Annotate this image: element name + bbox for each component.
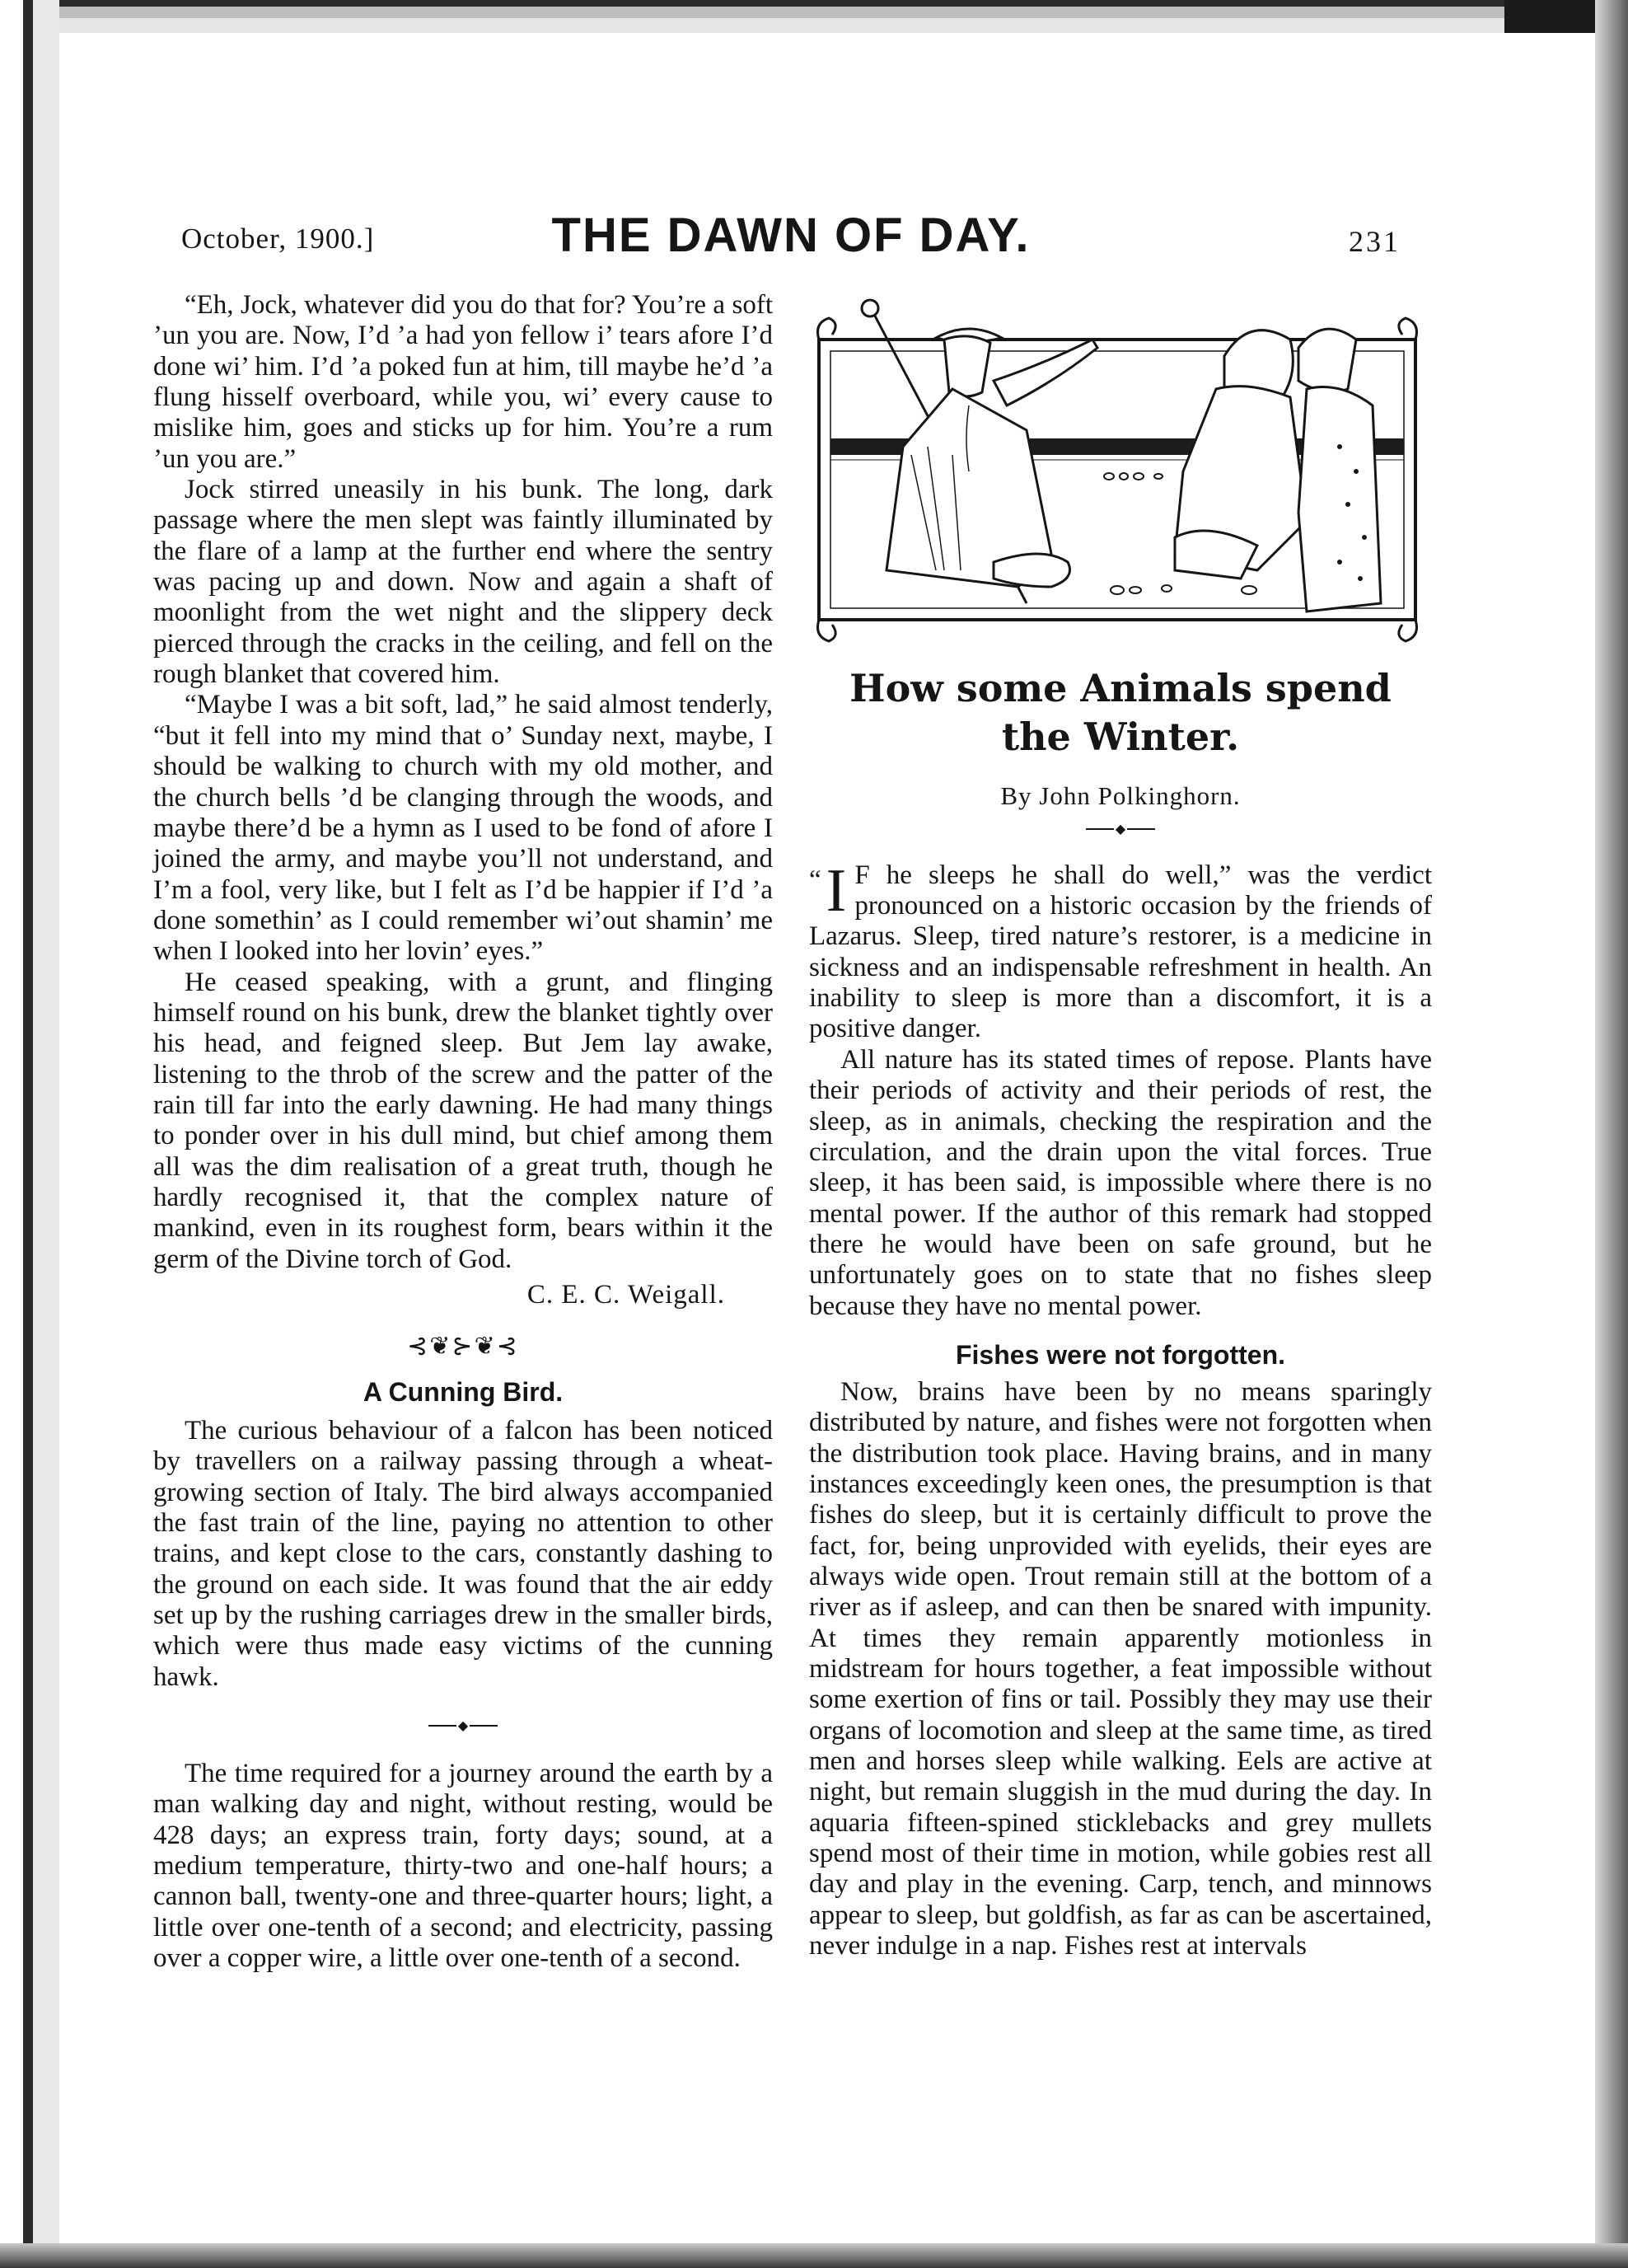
- scan-edge-left: [0, 0, 59, 2268]
- drop-cap: I: [826, 856, 847, 925]
- divider-rule: ◆: [153, 1717, 773, 1734]
- illustration-figures: [812, 290, 1422, 646]
- scan-edge-top: [0, 0, 1628, 33]
- intro-text: F he sleeps he shall do well,” was the verdict pronounced on a historic occasion by the friends of Lazarus. Sleep, tired nature’s restorer, is a medicine in sickness and an indispensable refreshment in health. An inability to sleep is more than a discomfort, it is a positive danger.: [809, 860, 1432, 1044]
- story-paragraph: He ceased speaking, with a grunt, and flinging himself round on his bunk, drew the blanket tightly over his head, and feigned sleep. But Jem lay awake, listening to the throb of the screw and the patter of the rain till far into the early dawning. He had many things to ponder over in his dull mind, but chief among them all was the dim realisation of a great truth, though he hardly recognised it, that the complex nature of mankind, even in its roughest form, bears within it the germ of the Divine torch of God.: [153, 967, 773, 1274]
- article-paragraph: Now, brains have been by no means sparingly distributed by nature, and fishes were not forgotten when the distribution took place. Having brains, and in many instances exceedingly keen ones, the presumption is that fishes do sleep, but it is certainly difficult to prove the fact, for, being unprovided with eyelids, their eyes are always wide open. Trout remain still at the bottom of a river as if asleep, and can then be snared with impunity. At times they remain apparently motionless in midstream for hours together, a feat impossible without some exertion of fins or tail. Possibly they may use their organs of locomotion and sleep at the same time, as tired men and horses sleep while walking. Eels are active at night, but remain sluggish in the mud during the day. In aquaria fifteen-spined sticklebacks and grey mullets spend most of their time in motion, while gobies rest all day and play in the evening. Carp, tench, and minnows appear to sleep, but goldfish, as far as can be ascertained, never indulge in a nap. Fishes rest at intervals: [809, 1376, 1432, 1961]
- story-paragraph: “Maybe I was a bit soft, lad,” he said almost tenderly, “but it fell into my mind that o’ Sunday next, maybe, I should be walking to church with my old mother, and the church bells ’d be clanging through the woods, and maybe there’d be a hymn as I used to be fond of afore I joined the army, and maybe you’ll not understand, and I’m a fool, very like, but I felt as I’d be happier if I’d ’a done somethin’ as I could remember wi’out shamin’ me when I looked into her lovin’ eyes.”: [153, 690, 773, 967]
- story-paragraph: Jock stirred uneasily in his bunk. The long, dark passage where the men slept was faintly illuminated by the flare of a lamp at the further end where the sentry was pacing up and down. Now and again a shaft of moonlight from the wet night and the slippery deck pierced through the cracks in the ceiling, and fell on the rough blanket that covered him.: [153, 475, 773, 690]
- author-signature: C. E. C. Weigall.: [526, 1280, 725, 1310]
- left-column: [153, 290, 773, 1975]
- section-heading: Fishes were not forgotten.: [955, 1339, 1286, 1370]
- article-paragraph: All nature has its stated times of repose. Plants have their periods of activity and their periods of rest, the sleep, as in animals, checking the respiration and the circulation, and the drain upon the vital forces. True sleep, it has been said, is impossible where there is no mental power. If the author of this remark had stopped there he would have been on safe ground, but he unfortunately goes on to state that no fishes sleep because they have no mental power.: [809, 1044, 1432, 1321]
- issue-date: October, 1900.]: [181, 223, 375, 255]
- divider-rule: ◆: [809, 821, 1432, 837]
- article-illustration: [812, 290, 1435, 646]
- open-quote: “: [809, 865, 821, 895]
- running-head: [181, 204, 1401, 262]
- cunning-bird-paragraph: The curious behaviour of a falcon has been noticed by travellers on a railway passing through a wheat-growing section of Italy. The bird always accompanied the fast train of the line, paying no attention to other trains, and kept close to the cars, constantly dashing to the ground on each side. It was found that the air eddy set up by the rushing carriages drew in the smaller birds, which were thus made easy victims of the cunning hawk.: [153, 1416, 773, 1692]
- scan-edge-bottom: [0, 2243, 1628, 2268]
- section-heading: A Cunning Bird.: [363, 1377, 564, 1407]
- right-column: [809, 290, 1432, 1961]
- magazine-title: THE DAWN OF DAY.: [551, 209, 1031, 262]
- divider-ornament: ⊰❦⊱❦⊰: [407, 1333, 519, 1360]
- story-paragraph: “Eh, Jock, whatever did you do that for? You’re a soft ’un you are. Now, I’d ’a had yon fellow i’ tears afore I’d done wi’ him. I’d ’a poked fun at him, till maybe he’d ’a flung hisself overboard, while you, wi’ every cause to mislike him, goes and sticks up for him. You’re a rum ’un you are.”: [153, 290, 773, 474]
- article-byline: By John Polkinghorn.: [1000, 780, 1241, 810]
- article-title: How some Animals spend the Winter.: [849, 666, 1392, 759]
- scan-edge-right: [1595, 0, 1628, 2268]
- article-intro-paragraph: [809, 856, 1432, 1045]
- journey-paragraph: The time required for a journey around the earth by a man walking day and night, without resting, would be 428 days; an express train, forty days; sound, at a medium temperature, thirty-two and one-half hours; a cannon ball, twenty-one and three-quarter hours; light, a little over one-tenth of a second; and electricity, passing over a copper wire, a little over one-tenth of a second.: [153, 1759, 773, 1974]
- page-number: 231: [1349, 225, 1401, 258]
